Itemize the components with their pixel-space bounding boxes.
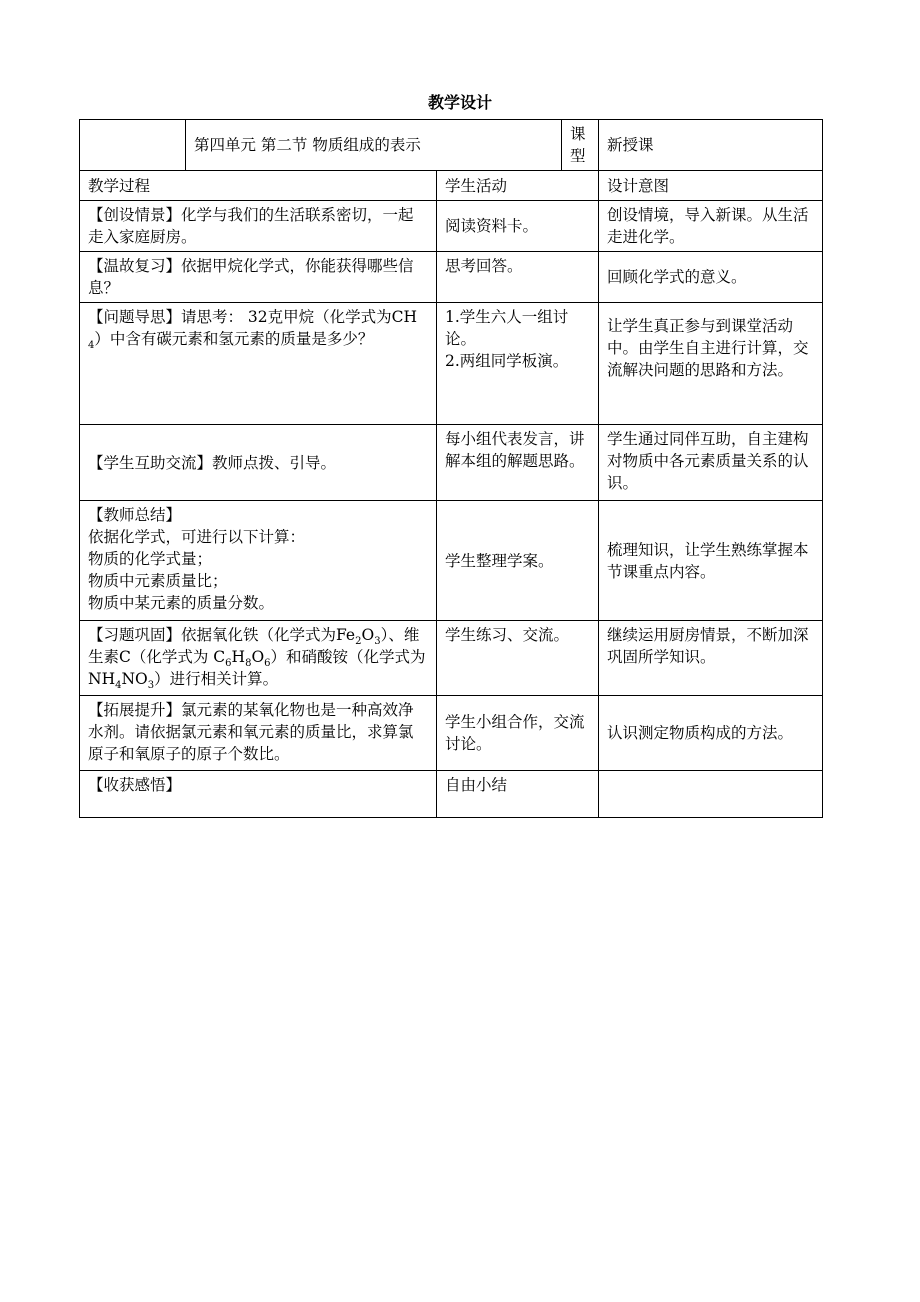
process-text: ）进行相关计算。	[154, 670, 279, 688]
subscript: 3	[374, 636, 381, 648]
intent-cell: 回顾化学式的意义。	[599, 252, 823, 303]
process-text: ）、维生素C（化学式为 C	[88, 626, 420, 666]
intent-cell: 认识测定物质构成的方法。	[599, 696, 823, 771]
process-text: 【问题导思】请思考： 32克甲烷（化学式为CH	[88, 308, 418, 326]
subscript: 6	[264, 658, 271, 670]
intent-cell: 让学生真正参与到课堂活动中。由学生自主进行计算，交流解决问题的思路和方法。	[599, 303, 823, 425]
process-cell	[80, 303, 437, 425]
column-header-intent: 设计意图	[599, 171, 823, 201]
table-row	[80, 252, 823, 303]
intent-cell: 学生通过同伴互助，自主建构对物质中各元素质量关系的认识。	[599, 425, 823, 501]
intent-cell: 创设情境，导入新课。从生活走进化学。	[599, 201, 823, 252]
summary-line: 【教师总结】	[88, 506, 182, 524]
table-row	[80, 501, 823, 621]
lesson-type-label: 课型	[562, 120, 599, 171]
activity-cell: 学生整理学案。	[437, 501, 599, 621]
table-row	[80, 771, 823, 818]
process-cell: 【收获感悟】	[80, 771, 437, 818]
lesson-type-value: 新授课	[599, 120, 823, 171]
process-cell: 【拓展提升】氯元素的某氧化物也是一种高效净水剂。请依据氯元素和氧元素的质量比，求算氯原子和氧原子的原子个数比。	[80, 696, 437, 771]
intent-cell: 继续运用厨房情景，不断加深巩固所学知识。	[599, 621, 823, 696]
header-blank-cell	[80, 120, 186, 171]
subscript: 4	[115, 680, 122, 692]
subscript: 8	[245, 658, 252, 670]
table-row	[80, 201, 823, 252]
header-row	[80, 120, 823, 171]
process-text: 【习题巩固】依据氧化铁（化学式为Fe	[88, 626, 356, 644]
activity-cell: 阅读资料卡。	[437, 201, 599, 252]
activity-cell	[437, 303, 599, 425]
subscript: 3	[147, 680, 155, 692]
process-text: H	[231, 648, 246, 666]
activity-cell: 每小组代表发言，讲解本组的解题思路。	[437, 425, 599, 501]
intent-cell: 梳理知识，让学生熟练掌握本节课重点内容。	[599, 501, 823, 621]
activity-cell: 自由小结	[437, 771, 599, 818]
column-header-process: 教学过程	[80, 171, 437, 201]
table-row	[80, 425, 823, 501]
process-text: ）中含有碳元素和氢元素的质量是多少？	[94, 330, 374, 348]
table-row	[80, 303, 823, 425]
activity-line: 2.两组同学板演。	[445, 352, 569, 370]
process-cell: 【学生互助交流】教师点拨、引导。	[80, 425, 437, 501]
summary-line: 物质中某元素的质量分数。	[88, 594, 275, 612]
table-row	[80, 696, 823, 771]
subscript: 6	[225, 658, 232, 670]
unit-title-cell: 第四单元 第二节 物质组成的表示	[186, 120, 562, 171]
activity-cell: 学生小组合作，交流讨论。	[437, 696, 599, 771]
summary-line: 物质中元素质量比；	[88, 572, 228, 590]
process-cell	[80, 621, 437, 696]
column-header-activity: 学生活动	[437, 171, 599, 201]
process-cell: 【创设情景】化学与我们的生活联系密切，一起走入家庭厨房。	[80, 201, 437, 252]
summary-line: 物质的化学式量；	[88, 550, 213, 568]
process-text: NO	[121, 670, 148, 688]
activity-line: 1.学生六人一组讨论。	[445, 308, 569, 348]
subscript: 4	[88, 340, 95, 352]
intent-cell	[599, 771, 823, 818]
subscript: 2	[355, 636, 362, 648]
column-header-row	[80, 171, 823, 201]
process-text: ）和硝酸铵（化学式为 NH	[88, 648, 426, 688]
summary-line: 依据化学式，可进行以下计算：	[88, 528, 306, 546]
process-text: O	[251, 648, 265, 666]
process-cell	[80, 501, 437, 621]
lesson-plan-table	[79, 119, 823, 818]
activity-cell: 思考回答。	[437, 252, 599, 303]
document-title: 教学设计	[427, 93, 492, 112]
process-cell: 【温故复习】依据甲烷化学式，你能获得哪些信息？	[80, 252, 437, 303]
process-text: O	[361, 626, 375, 644]
activity-cell: 学生练习、交流。	[437, 621, 599, 696]
table-row	[80, 621, 823, 696]
